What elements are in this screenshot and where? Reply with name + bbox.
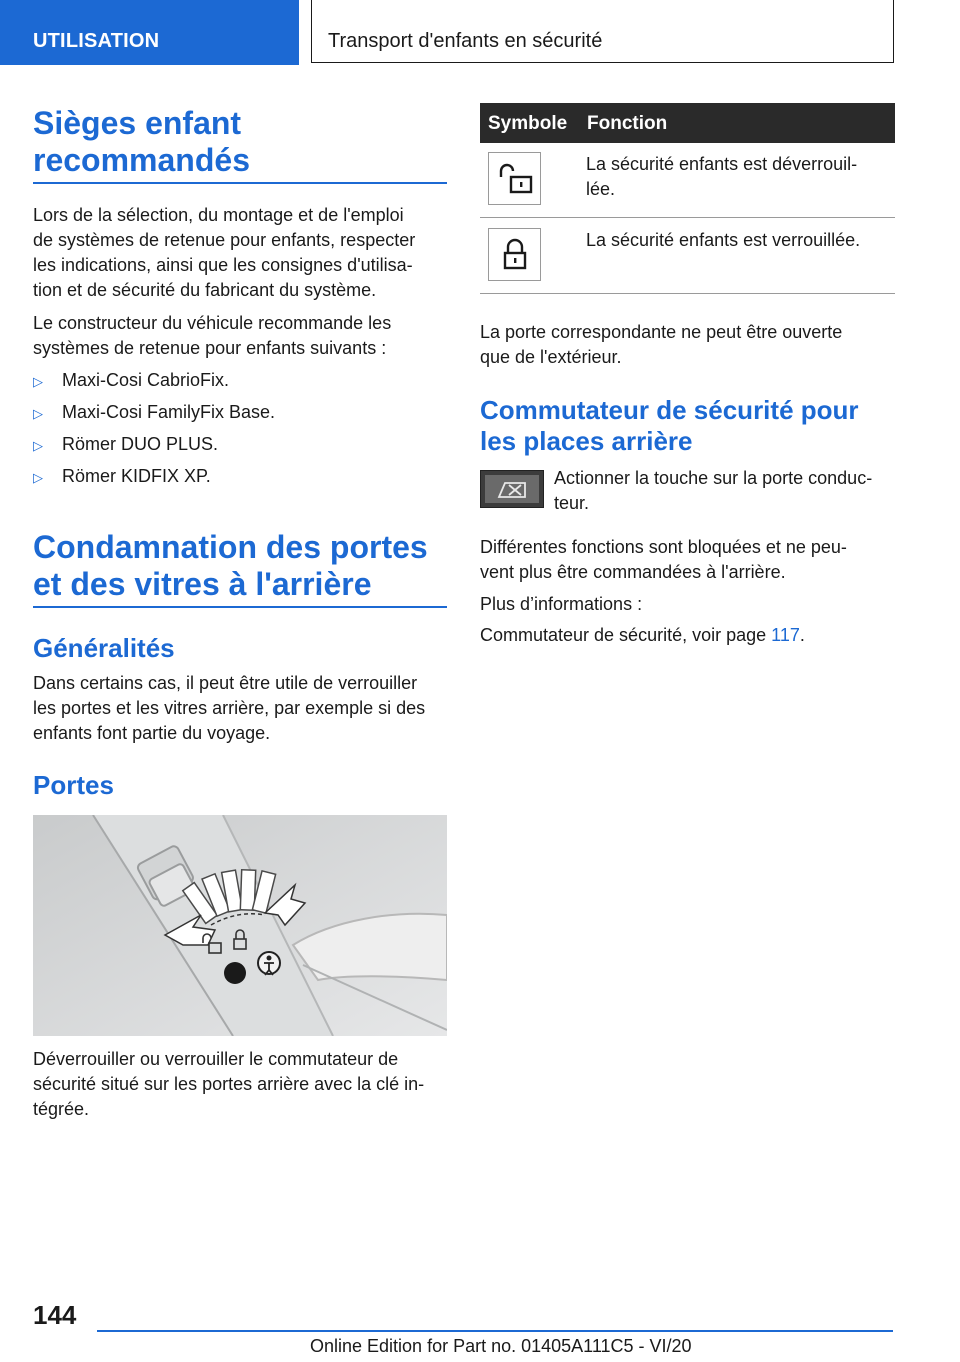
seat-list [33,368,447,498]
locked-padlock-icon [489,229,540,280]
text-line: Lors de la sélection, du montage et de l'emploi [33,205,404,225]
col-function-header: Fonction [587,113,668,134]
text-line: lée. [586,179,616,199]
switch-title [480,395,895,457]
text-line: de systèmes de retenue pour enfants, respecter [33,230,416,250]
seats-title-line2: recommandés [33,142,250,178]
text-line: Actionner la touche sur la porte conduc- [554,468,873,488]
col-symbol-header: Symbole [488,113,568,134]
triangle-bullet-icon: ▷ [33,438,43,453]
general-title-text: Généralités [33,633,175,663]
table-row-text [586,228,896,253]
triangle-bullet-icon: ▷ [33,470,43,485]
list-item-text: Römer DUO PLUS. [62,434,219,454]
window-lock-icon [481,471,543,507]
general-title [33,633,447,664]
seats-title-line1: Sièges enfant [33,105,242,141]
list-item [33,368,229,394]
text-line: La sécurité enfants est verrouillée. [586,230,861,250]
table-row-divider [480,293,895,294]
section-tab [0,0,299,65]
general-paragraph [33,671,453,746]
table-row-icon-box [488,152,541,205]
lock-title [33,529,453,603]
table-row-text [586,152,896,202]
text-line: les indications, ainsi que les consignes d'utilisa- [33,255,413,275]
seats-paragraph-1 [33,203,447,303]
list-item-text: Römer KIDFIX XP. [62,466,211,486]
text-line: vent plus être commandées à l'arrière. [480,562,786,582]
table-row-divider [480,217,895,218]
lock-title-line1: Condamnation des portes [33,529,428,565]
blocked-paragraph [480,535,900,585]
list-item [33,400,275,426]
reference-text: Commutateur de sécurité, voir page [480,625,772,645]
text-line: La sécurité enfants est déverrouil- [586,154,858,174]
doors-title-text: Portes [33,770,114,800]
chapter-label: Transport d'enfants en sécurité [328,30,603,52]
symbol-table-header [480,103,895,143]
section-rule [33,606,447,608]
section-rule [33,182,447,184]
text-line: Dans certains cas, il peut être utile de verrouiller [33,673,418,693]
reference-end: . [799,625,805,645]
list-item [33,432,218,458]
text-line: Déverrouiller ou verrouiller le commutateur de [33,1049,399,1069]
section-label: UTILISATION [33,30,160,52]
page-number: 144 [33,1300,77,1330]
switch-text [554,466,896,516]
seats-title [33,105,447,179]
switch-title-line1: Commutateur de sécurité pour [480,395,859,425]
text-line: teur. [554,493,590,513]
text-line: que de l'extérieur. [480,347,622,367]
switch-title-line2: les places arrière [480,426,693,456]
text-line: Le constructeur du véhicule recommande les [33,313,392,333]
edition-text: Online Edition for Part no. 01405A111C5 - VI/20 [310,1336,692,1356]
text-line: Différentes fonctions sont bloquées et ne peu- [480,537,847,557]
lock-title-line2: et des vitres à l'arrière [33,566,372,602]
more-info-text: Plus d’informations : [480,594,643,614]
text-line: sécurité situé sur les portes arrière avec la clé in- [33,1074,425,1094]
door-paragraph [480,320,895,370]
triangle-bullet-icon: ▷ [33,374,43,389]
list-item-text: Maxi-Cosi CabrioFix. [62,370,230,390]
list-item [33,464,211,490]
door-lock-illustration [33,815,447,1036]
text-line: systèmes de retenue pour enfants suivants : [33,338,387,358]
chapter-tab [311,0,894,63]
text-line: tégrée. [33,1099,90,1119]
list-item-text: Maxi-Cosi FamilyFix Base. [62,402,276,422]
footer-rule [97,1330,893,1332]
page-reference [480,623,895,648]
page-link[interactable]: 117 [771,625,800,645]
table-row-icon-box [488,228,541,281]
unlocked-padlock-icon [489,153,540,204]
more-info [480,592,895,617]
text-line: La porte correspondante ne peut être ouverte [480,322,843,342]
text-line: enfants font partie du voyage. [33,723,271,743]
window-lock-button-image [480,470,544,508]
text-line: les portes et les vitres arrière, par exemple si des [33,698,426,718]
doors-caption [33,1047,453,1122]
text-line: tion et de sécurité du fabricant du système. [33,280,377,300]
seats-paragraph-2 [33,311,447,361]
triangle-bullet-icon: ▷ [33,406,43,421]
doors-title [33,770,447,801]
